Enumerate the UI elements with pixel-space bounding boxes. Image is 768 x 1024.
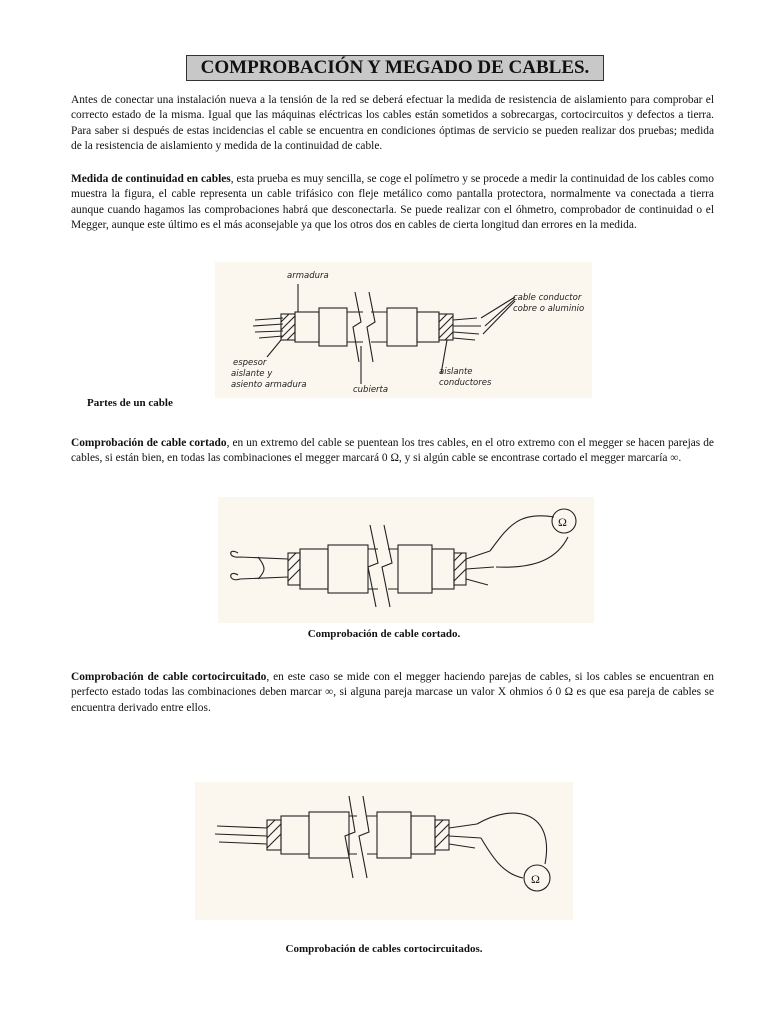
label-aislante: aislante [439, 367, 473, 377]
figure3-caption: Comprobación de cables cortocircuitados. [285, 943, 483, 955]
label-conductores: conductores [439, 378, 492, 388]
cable-parts-figure [215, 262, 592, 398]
meter-symbol: Ω [558, 515, 567, 529]
figure1-caption: Partes de un cable [87, 397, 173, 409]
label-armadura: armadura [287, 271, 329, 281]
short-test-heading: Comprobación de cable cortocircuitado [71, 671, 267, 683]
label-aislante-y: aislante y [231, 369, 273, 379]
label-asiento-armadura: asiento armadura [231, 380, 307, 390]
intro-paragraph: Antes de conectar una instalación nueva a la tensión de la red se deberá efectuar la medida de resistencia de aislamiento para comprobar el correcto estado de la misma. Igual que las máquinas eléctricas los cables están sometidos a sobrecargas, cortocircuitos y defectos a tierra. Para saber si después de estas incidencias el cable se encuentra en condiciones óptimas de servicio se pueden realizar dos pruebas; medida de la resistencia de aislamiento y medida de la continuidad de cable. [71, 94, 714, 153]
label-espesor: espesor [233, 358, 267, 368]
cut-test-heading: Comprobación de cable cortado [71, 437, 227, 449]
cut-test-paragraph [71, 436, 714, 467]
continuity-text: , esta prueba es muy sencilla, se coge el polímetro y se procede a medir la continuidad de los cables como muestra la figura, el cable representa un cable trifásico con fleje metálico como pantalla protectora, normalmente va conectada a tierra aunque cuando hagamos las comprobaciones habrá que desconectarla. Se puede realizar con el óhmetro, comprobador de continuidad o el Megger, aunque este último es el más aconsejable ya que los otros dos en cables de cierta longitud dan errores en la medida. [71, 173, 714, 232]
continuity-paragraph [71, 172, 714, 234]
continuity-heading: Medida de continuidad en cables [71, 173, 231, 185]
short-test-paragraph [71, 670, 714, 716]
short-cable-figure [195, 782, 573, 920]
label-cobre-aluminio: cobre o aluminio [513, 304, 585, 314]
figure2-caption: Comprobación de cable cortado. [307, 628, 461, 640]
label-cubierta: cubierta [353, 385, 389, 395]
short-test-text: , en este caso se mide con el megger haciendo parejas de cables, si los cables se encuentran en perfecto estado todas las combinaciones deben marcar ∞, si alguna pareja marcase un valor X ohmios ó 0 Ω es que esa pareja de cables se encuentra derivado entre ellos. [71, 671, 714, 714]
cut-cable-figure [218, 497, 594, 623]
meter-symbol-2: Ω [531, 872, 540, 886]
label-cable-conductor: cable conductor [513, 293, 582, 303]
page-title: COMPROBACIÓN Y MEGADO DE CABLES. [186, 55, 604, 81]
cut-test-text: , en un extremo del cable se puentean los tres cables, en el otro extremo con el megger se hacen parejas de cables, si están bien, en todas las combinaciones el megger marcará 0 Ω, y si algún cable se encontrase cortado el megger marcaría ∞. [71, 437, 714, 465]
